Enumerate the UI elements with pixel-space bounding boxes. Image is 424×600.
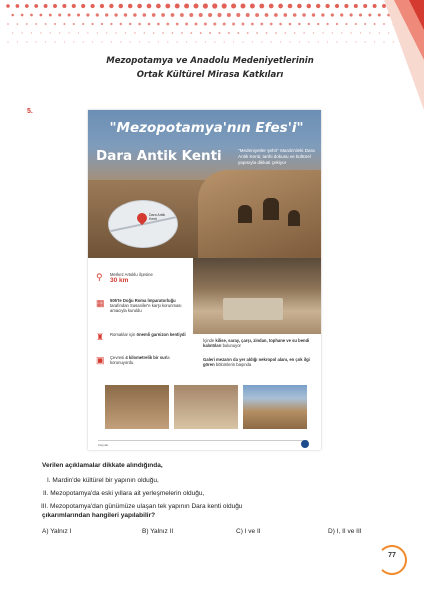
decorative-dot [138, 23, 141, 26]
decorative-dot [213, 22, 216, 25]
decorative-dot [336, 23, 338, 25]
decorative-dot [259, 4, 264, 9]
decorative-dot [237, 32, 239, 34]
decorative-dot [120, 23, 122, 25]
decorative-dot [115, 32, 116, 33]
decorative-dot [228, 32, 230, 34]
decorative-dot [332, 32, 333, 33]
decorative-dot [82, 23, 84, 25]
decorative-dot [302, 13, 306, 17]
decorative-dot [96, 13, 99, 16]
decorative-dot [313, 32, 314, 33]
decorative-dot [293, 13, 297, 17]
decorative-dot [144, 32, 145, 33]
decorative-dot [246, 13, 250, 17]
location-pin-icon: ⚲ [96, 272, 103, 282]
decorative-dot [21, 14, 24, 17]
wall-icon: ▣ [96, 355, 105, 365]
decorative-dot [92, 41, 93, 42]
decorative-dot [195, 23, 198, 26]
decorative-dot [139, 41, 140, 42]
decorative-dot [204, 22, 207, 25]
thumbnail-photo-3 [243, 385, 307, 429]
decorative-dot [161, 13, 165, 17]
decorative-dot [208, 13, 212, 17]
decorative-dot [274, 13, 278, 17]
decorative-dot [231, 3, 236, 8]
decorative-dot [11, 14, 14, 17]
decorative-dot [242, 41, 243, 42]
decorative-dot [77, 13, 80, 16]
decorative-dot [271, 41, 272, 42]
decorative-dot [335, 4, 339, 8]
decorative-dot [325, 4, 329, 8]
decorative-dot [133, 13, 137, 17]
info-garrison-pre: Romalılar için [110, 332, 136, 337]
location-map [108, 200, 178, 248]
decorative-dot [279, 23, 282, 26]
info-necropolis [203, 357, 315, 367]
decorative-dot [153, 32, 155, 34]
decorative-dot [298, 23, 300, 25]
agency-logo-icon [301, 440, 309, 448]
statement-2: II. Mezopotamya'da eski yıllara ait yerleşmelerin olduğu, [43, 490, 205, 497]
decorative-dot [45, 23, 47, 25]
decorative-dot [278, 4, 283, 9]
decorative-dot [270, 23, 273, 26]
decorative-dot [275, 32, 277, 34]
decorative-dot [317, 23, 319, 25]
decorative-dot [45, 41, 46, 42]
decorative-dot [185, 23, 188, 26]
decorative-dot [36, 41, 37, 42]
section-title [90, 54, 330, 82]
decorative-dot [26, 23, 28, 25]
info-walls [96, 355, 186, 365]
decorative-dot [303, 32, 304, 33]
decorative-dot [166, 23, 169, 26]
corner-stripe-decoration [354, 0, 424, 110]
decorative-dot [148, 41, 149, 42]
decorative-dot [308, 41, 309, 42]
decorative-dot [106, 32, 107, 33]
info-founding-text: tarafından Sasaniler'e karşı korunması amacıyla kuruldu [110, 303, 182, 313]
decorative-dot [200, 32, 202, 34]
decorative-dot [49, 14, 52, 17]
decorative-dot [255, 13, 259, 17]
decorative-dot [242, 23, 245, 26]
section-title-line2: Ortak Kültürel Mirasa Katkıları [136, 70, 284, 80]
decorative-dot [177, 41, 178, 42]
info-remains-bold: kilise, saray, çarşı, zindan, tophane ve su bendi kalıntıları [203, 338, 310, 348]
decorative-dot [171, 13, 175, 17]
decorative-dot [137, 4, 142, 9]
decorative-dot [265, 13, 269, 17]
decorative-dot [134, 32, 135, 33]
decorative-dot [125, 32, 126, 33]
decorative-dot [283, 13, 287, 17]
decorative-dot [289, 23, 292, 26]
decorative-dot [7, 23, 9, 25]
decorative-dot [327, 41, 328, 42]
cave-opening [263, 198, 279, 220]
decorative-dot [312, 13, 315, 16]
decorative-dot [227, 13, 231, 17]
decorative-dot [181, 32, 183, 34]
decorative-dot [345, 23, 347, 25]
decorative-dot [110, 23, 112, 25]
decorative-dot [129, 23, 131, 25]
info-founding-bold: 505'te Doğu Roma İmparatorluğu [110, 298, 176, 303]
decorative-dot [101, 41, 102, 42]
cave-opening [238, 205, 252, 223]
decorative-dot [172, 32, 174, 34]
decorative-dot [195, 41, 196, 42]
decorative-dot [58, 14, 61, 17]
decorative-dot [162, 32, 164, 34]
decorative-dot [152, 13, 156, 17]
info-distance [96, 272, 186, 285]
info-walls-rest: la korunuyordu [110, 355, 170, 365]
decorative-dot [223, 22, 226, 25]
decorative-dot [222, 3, 227, 8]
option-d[interactable]: D) I, II ve III [328, 528, 362, 535]
decorative-dot [147, 4, 152, 9]
decorative-dot [62, 4, 66, 8]
decorative-dot [109, 4, 113, 8]
decorative-dot [340, 13, 343, 16]
poster-source: Kaynak: [98, 443, 109, 447]
decorative-dot [78, 32, 79, 33]
section-title-line1: Mezopotamya ve Anadolu Medeniyetlerinin [106, 56, 314, 66]
map-label: Dara Antik Kenti [149, 213, 166, 221]
decorative-dot [97, 32, 98, 33]
rock-right [198, 170, 321, 258]
decorative-dot [297, 4, 302, 9]
decorative-dot [232, 23, 235, 26]
poster-title: "Mezopotamya'nın Efes'i" [109, 120, 304, 136]
decorative-dot [83, 41, 84, 42]
decorative-dot [167, 41, 168, 42]
decorative-dot [124, 13, 127, 16]
hero-photo [88, 110, 321, 258]
decorative-dot [184, 4, 189, 9]
decorative-dot [26, 41, 27, 42]
decorative-dot [288, 4, 293, 9]
decorative-dot [285, 32, 287, 34]
decorative-dot [100, 4, 104, 8]
decorative-dot [233, 41, 234, 42]
info-necropolis-rest: bölümlerin başında [215, 362, 252, 367]
decorative-dot [143, 13, 147, 17]
poster-footer-rule [98, 440, 308, 441]
decorative-dot [119, 4, 123, 8]
decorative-dot [308, 23, 310, 25]
decorative-dot [54, 23, 56, 25]
poster-description: "Medeniyetler şehri" Mardin'deki Dara Antik Kenti, tarihi dokusu ve kültürel yapısıyla dikkati çekiyor [238, 148, 315, 165]
decorative-dot [199, 13, 203, 17]
info-garrison [96, 332, 186, 342]
statement-1: I. Mardin'de kültürel bir yapının olduğu, [47, 477, 159, 484]
thumbnail-photo-1 [105, 385, 169, 429]
decorative-dot [158, 41, 159, 42]
building-icon: ▦ [96, 298, 105, 308]
decorative-dot [318, 41, 319, 42]
info-remains-rest: bulunuyor [222, 343, 241, 348]
decorative-dot [252, 41, 253, 42]
info-walls-bold: 4 kilometrelik bir sur [125, 355, 167, 360]
info-distance-value: 30 km [110, 277, 129, 284]
page-number-ring [377, 545, 407, 575]
decorative-dot [30, 14, 33, 17]
decorative-dot [241, 4, 246, 9]
page-number: 77 [388, 552, 396, 559]
cave-opening [288, 210, 300, 226]
info-distance-text: Merkez Artuklu ilçesine [110, 272, 153, 277]
decorative-dot [236, 13, 240, 17]
decorative-dot [6, 4, 10, 8]
decorative-dot [40, 14, 43, 17]
decorative-dot [190, 32, 192, 34]
decorative-dot [53, 4, 57, 8]
option-c[interactable]: C) I ve II [236, 528, 261, 535]
info-walls-pre: Çevresi [110, 355, 125, 360]
decorative-dot [40, 32, 41, 33]
decorative-dot [16, 4, 20, 8]
decorative-dot [336, 41, 337, 42]
decorative-dot [165, 4, 170, 9]
decorative-dot [176, 23, 179, 26]
decorative-dot [12, 32, 13, 33]
info-remains-pre: İçinde [203, 338, 215, 343]
decorative-dot [212, 3, 217, 8]
decorative-dot [157, 23, 160, 26]
decorative-dot [260, 23, 263, 26]
decorative-dot [346, 41, 347, 42]
decorative-dot [22, 32, 23, 33]
decorative-dot [247, 32, 249, 34]
decorative-dot [250, 4, 255, 9]
decorative-dot [341, 32, 342, 33]
decorative-dot [261, 41, 262, 42]
decorative-dot [128, 4, 133, 9]
decorative-dot [73, 41, 74, 42]
decorative-dot [86, 13, 89, 16]
decorative-dot [35, 23, 37, 25]
decorative-dot [189, 13, 193, 17]
decorative-dot [7, 41, 8, 42]
question-prompt: çıkarımlarından hangileri yapılabilir? [42, 512, 156, 519]
decorative-dot [17, 41, 18, 42]
decorative-dot [331, 13, 334, 16]
decorative-dot [148, 23, 151, 26]
decorative-dot [209, 32, 211, 34]
decorative-dot [44, 4, 48, 8]
decorative-dot [294, 32, 295, 33]
decorative-dot [92, 23, 94, 25]
decorative-dot [350, 13, 353, 16]
decorative-dot [63, 23, 65, 25]
decorative-dot [266, 32, 268, 34]
decorative-dot [316, 4, 320, 8]
decorative-dot [87, 32, 88, 33]
decorative-dot [114, 13, 117, 16]
info-garrison-bold: önemli garnizon kentiydi [136, 332, 186, 337]
decorative-dot [307, 4, 311, 8]
decorative-dot [321, 13, 324, 16]
decorative-dot [299, 41, 300, 42]
decorative-dot [186, 41, 187, 42]
info-remains [203, 338, 315, 348]
decorative-dot [175, 4, 180, 9]
decorative-dot [326, 23, 328, 25]
decorative-dot [269, 4, 274, 9]
dara-poster-figure [88, 110, 321, 450]
decorative-dot [280, 41, 281, 42]
decorative-dot [214, 41, 215, 42]
statement-3: III. Mezopotamya'dan günümüze ulaşan tek yapının Dara kenti olduğu [41, 503, 243, 510]
decorative-dot [156, 4, 161, 9]
decorative-dot [59, 32, 60, 33]
decorative-dot [217, 13, 221, 17]
info-necropolis-bold: Galeri mezarın da yer aldığı nekropol alanı, en çok ilgi gören [203, 357, 310, 367]
ruins-photo [193, 258, 321, 334]
ruins-cistern [223, 298, 283, 320]
decorative-dot [351, 32, 352, 33]
info-founding [96, 298, 186, 313]
decorative-dot [101, 23, 103, 25]
decorative-dot [105, 13, 108, 16]
decorative-dot [130, 41, 131, 42]
decorative-dot [17, 23, 19, 25]
decorative-dot [54, 41, 55, 42]
decorative-dot [64, 41, 65, 42]
poster-subtitle-heading: Dara Antik Kenti [96, 148, 222, 164]
decorative-dot [322, 32, 323, 33]
decorative-dot [224, 41, 225, 42]
decorative-dot [81, 4, 85, 8]
decorative-dot [120, 41, 121, 42]
decorative-dot [180, 13, 184, 17]
decorative-dot [205, 41, 206, 42]
decorative-dot [344, 4, 348, 8]
decorative-dot [256, 32, 258, 34]
decorative-dot [69, 32, 70, 33]
decorative-dot [193, 3, 198, 8]
decorative-dot [218, 32, 220, 34]
decorative-dot [31, 32, 32, 33]
decorative-dot [68, 14, 71, 17]
question-intro: Verilen açıklamalar dikkate alındığında, [42, 462, 163, 469]
decorative-dot [50, 32, 51, 33]
decorative-dot [251, 23, 254, 26]
thumbnail-photo-2 [174, 385, 238, 429]
decorative-dot [203, 3, 208, 8]
option-b[interactable]: B) Yalnız II [142, 528, 174, 535]
decorative-dot [90, 4, 94, 8]
decorative-dot [111, 41, 112, 42]
question-number: 5. [27, 108, 33, 115]
decorative-dot [289, 41, 290, 42]
decorative-dot [25, 4, 29, 8]
decorative-dot [34, 4, 38, 8]
decorative-dot [72, 4, 76, 8]
option-a[interactable]: A) Yalnız I [42, 528, 72, 535]
fort-icon: ♜ [96, 332, 105, 342]
decorative-dot [73, 23, 75, 25]
